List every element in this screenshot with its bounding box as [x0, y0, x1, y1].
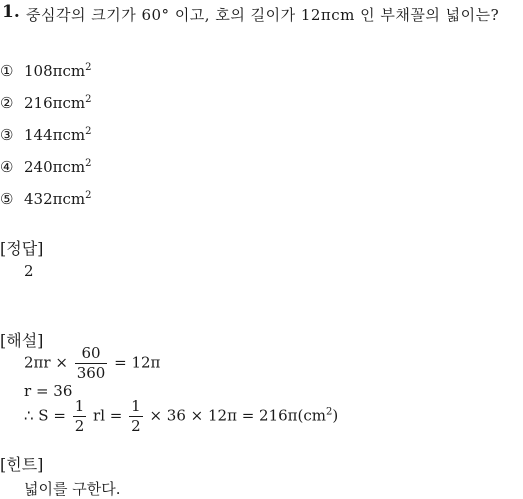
explanation-line-2: r = 36	[24, 382, 73, 400]
choice-3[interactable]	[0, 126, 92, 144]
math-mid: rl =	[93, 406, 123, 425]
math-close: )	[332, 406, 339, 425]
explanation-label: [해설]	[0, 331, 44, 350]
choice-exponent: 2	[85, 62, 92, 73]
fraction-denominator: 360	[76, 364, 106, 382]
choice-exponent: 2	[85, 94, 92, 105]
answer-label: [정답]	[0, 239, 44, 258]
choice-value: 216πcm	[24, 94, 86, 112]
choice-5[interactable]	[0, 190, 92, 208]
choice-exponent: 2	[85, 190, 92, 201]
choice-marker: ②	[0, 94, 14, 112]
choice-marker: ①	[0, 62, 14, 80]
choice-4[interactable]	[0, 158, 92, 176]
fraction-denominator: 2	[74, 417, 85, 435]
question-text: 중심각의 크기가 60° 이고, 호의 길이가 12πcm 인 부채꼴의 넓이는?	[26, 6, 500, 24]
math-exponent: 2	[326, 406, 333, 418]
explanation-line-3	[24, 398, 338, 435]
fraction-numerator: 1	[131, 397, 141, 415]
explanation-line-1	[24, 345, 160, 382]
math-rest: × 36 × 12π = 216π(cm	[149, 406, 327, 425]
hint-text: 넓이를 구한다.	[24, 480, 121, 498]
choice-marker: ③	[0, 126, 14, 144]
choice-2[interactable]	[0, 94, 92, 112]
fraction	[129, 398, 143, 435]
choice-value: 108πcm	[24, 62, 86, 80]
choice-marker: ⑤	[0, 190, 14, 208]
choice-value: 240πcm	[24, 158, 86, 176]
math-lhs: 2πr ×	[24, 353, 68, 372]
math-prefix: ∴ S =	[24, 406, 66, 425]
fraction	[75, 345, 108, 382]
choice-exponent: 2	[85, 126, 92, 137]
choice-marker: ④	[0, 158, 14, 176]
answer-value: 2	[24, 262, 34, 280]
hint-label: [힌트]	[0, 455, 44, 474]
math-rhs: = 12π	[114, 353, 161, 372]
choice-1[interactable]	[0, 62, 92, 80]
choice-value: 432πcm	[24, 190, 86, 208]
fraction	[73, 398, 87, 435]
question-number: 1.	[2, 2, 20, 22]
choice-exponent: 2	[85, 158, 92, 169]
fraction-numerator: 60	[75, 345, 108, 364]
fraction-numerator: 1	[74, 397, 85, 415]
choice-value: 144πcm	[24, 126, 86, 144]
fraction-denominator: 2	[131, 417, 141, 435]
